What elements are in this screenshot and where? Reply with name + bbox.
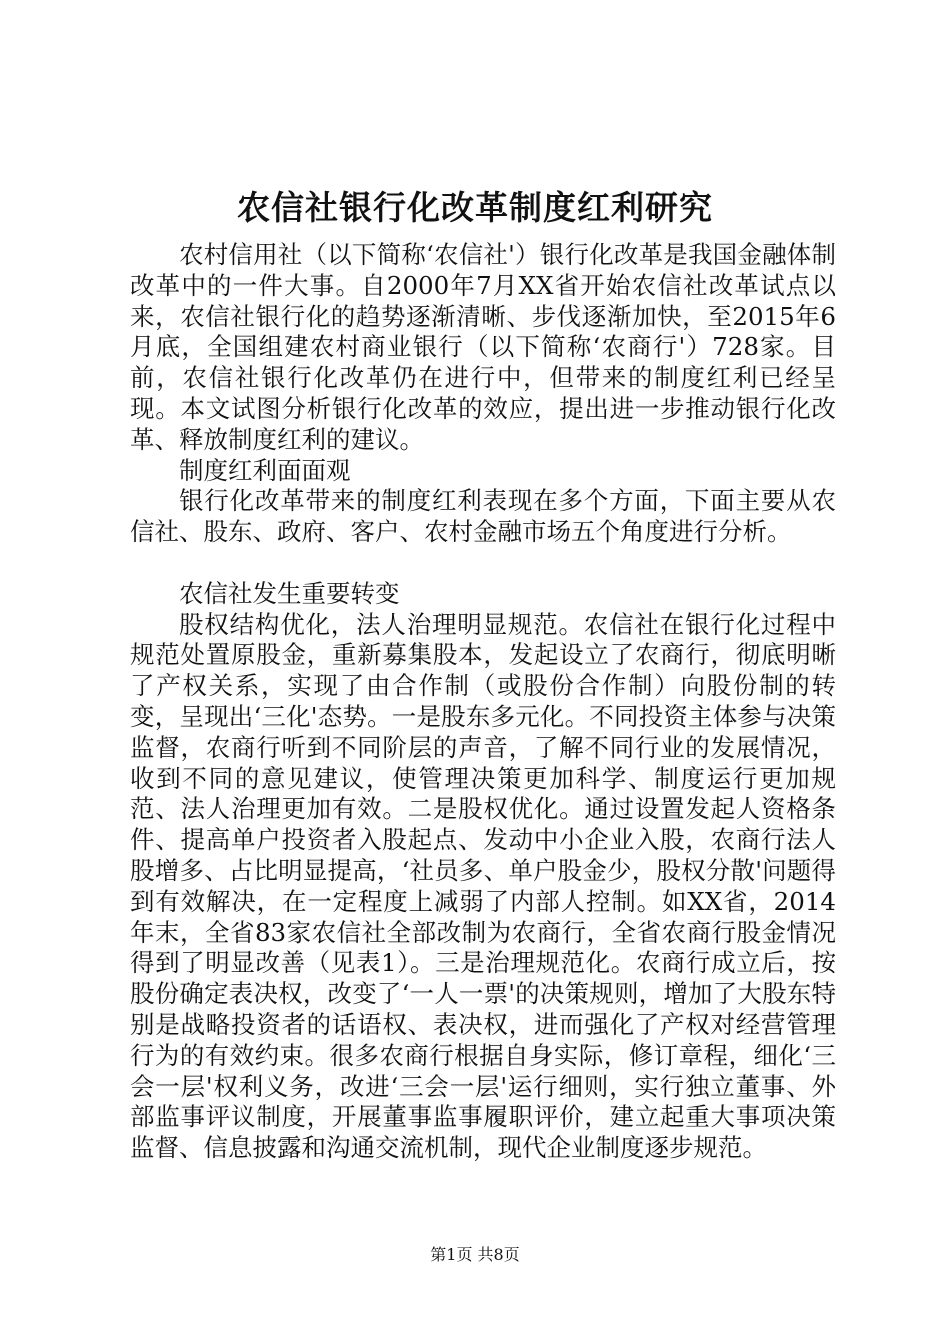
subsection-heading: 农信社发生重要转变 — [179, 578, 400, 608]
page-number-footer: 第1页 共8页 — [430, 1245, 520, 1264]
equity-structure-paragraph: 股权结构优化，法人治理明显规范。农信社在银行化过程中规范处置原股金，重新募集股本，发起设立了农商行，彻底明晰了产权关系，实现了由合作制（或股份合作制）向股份制的转变，呈现出‘三化'态势。一是股东多元化。不同投资主体参与决策监督，农商行听到不同阶层的声音，了解不同行业的发展情况，收到不同的意见建议，使管理决策更加科学、制度运行更加规范、法人治理更加有效。二是股权优化。通过设置发起人资格条件、提高单户投资者入股起点、发动中小企业入股，农商行法人股增多、占比明显提高，‘社员多、单户股金少，股权分散'问题得到有效解决，在一定程度上减弱了内部人控制。如XX省，2014年末，全省83家农信社全部改制为农商行，全省农商行股金情况得到了明显改善（见表1）。三是治理规范化。农商行成立后，按股份确定表决权，改变了‘一人一票'的决策规则，增加了大股东特别是战略投资者的话语权、表决权，进而强化了产权对经营管理行为的有效约束。很多农商行根据自身实际，修订章程，细化‘三会一层'权利义务，改进‘三会一层'运行细则，实行独立董事、外部监事评议制度，开展董事监事履职评价，建立起重大事项决策监督、信息披露和沟通交流机制，现代企业制度逐步规范。 — [130, 609, 836, 1163]
document-body — [130, 240, 836, 1164]
overview-paragraph: 银行化改革带来的制度红利表现在多个方面，下面主要从农信社、股东、政府、客户、农村金融市场五个角度进行分析。 — [130, 486, 836, 547]
blank-line — [130, 548, 836, 579]
section-heading: 制度红利面面观 — [179, 455, 351, 485]
document-title: 农信社银行化改革制度红利研究 — [237, 188, 713, 227]
intro-paragraph: 农村信用社（以下简称‘农信社'）银行化改革是我国金融体制改革中的一件大事。自2000年7月XX省开始农信社改革试点以来，农信社银行化的趋势逐渐清晰、步伐逐渐加快，至2015年6月底，全国组建农村商业银行（以下简称‘农商行'）728家。目前，农信社银行化改革仍在进行中，但带来的制度红利已经呈现。本文试图分析银行化改革的效应，提出进一步推动银行化改革、释放制度红利的建议。 — [130, 240, 836, 454]
